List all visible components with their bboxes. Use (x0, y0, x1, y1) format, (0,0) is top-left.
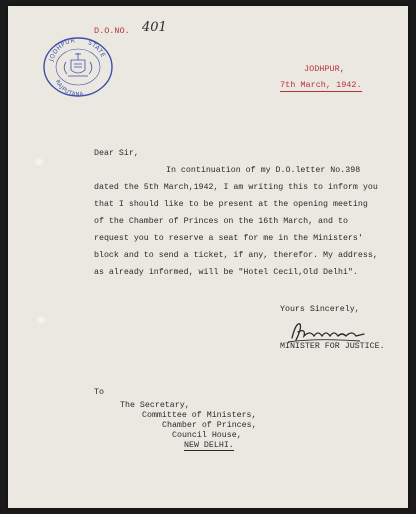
recipient-city: NEW DELHI. (184, 441, 234, 450)
letter-sheet (8, 6, 408, 508)
paper-blemish (34, 158, 44, 166)
seal-bottom-text: RAJPUTANA (53, 79, 85, 98)
seal-right-text: STATE (86, 39, 107, 59)
svg-text:RAJPUTANA (54, 79, 84, 98)
salutation: Dear Sir, (94, 149, 139, 158)
recipient-line: The Secretary, (120, 401, 190, 410)
recipient-line: Council House, (172, 431, 242, 440)
recipient-line: Committee of Ministers, (142, 411, 257, 420)
recipient-line: Chamber of Princes, (162, 421, 257, 430)
reference-number: 401 (142, 20, 167, 35)
closing: Yours Sincerely, (280, 305, 360, 314)
body-line: as already informed, will be "Hotel Cecil,Old Delhi". (94, 268, 358, 277)
seal-top-text: JODHPUR (47, 37, 76, 63)
body-line: dated the 5th March,1942, I am writing this to inform you (94, 183, 378, 192)
signatory-title: MINISTER FOR JUSTICE. (280, 342, 385, 351)
paper-blemish (36, 316, 46, 324)
body-line: that I should like to be present at the opening meeting (94, 200, 368, 209)
body-line: block and to send a ticket, if any, therefor. My address, (94, 251, 378, 260)
to-label: To (94, 388, 104, 397)
date-line: 7th March, 1942. (280, 80, 362, 90)
body-line: In continuation of my D.O.letter No.398 (166, 166, 361, 175)
body-line: request you to reserve a seat for me in the Ministers' (94, 234, 363, 243)
reference-label: D.O.NO. (94, 26, 130, 36)
place-line: JODHPUR, (304, 64, 345, 74)
state-seal-icon (42, 36, 114, 98)
body-line: of the Chamber of Princes on the 16th March, and to (94, 217, 348, 226)
